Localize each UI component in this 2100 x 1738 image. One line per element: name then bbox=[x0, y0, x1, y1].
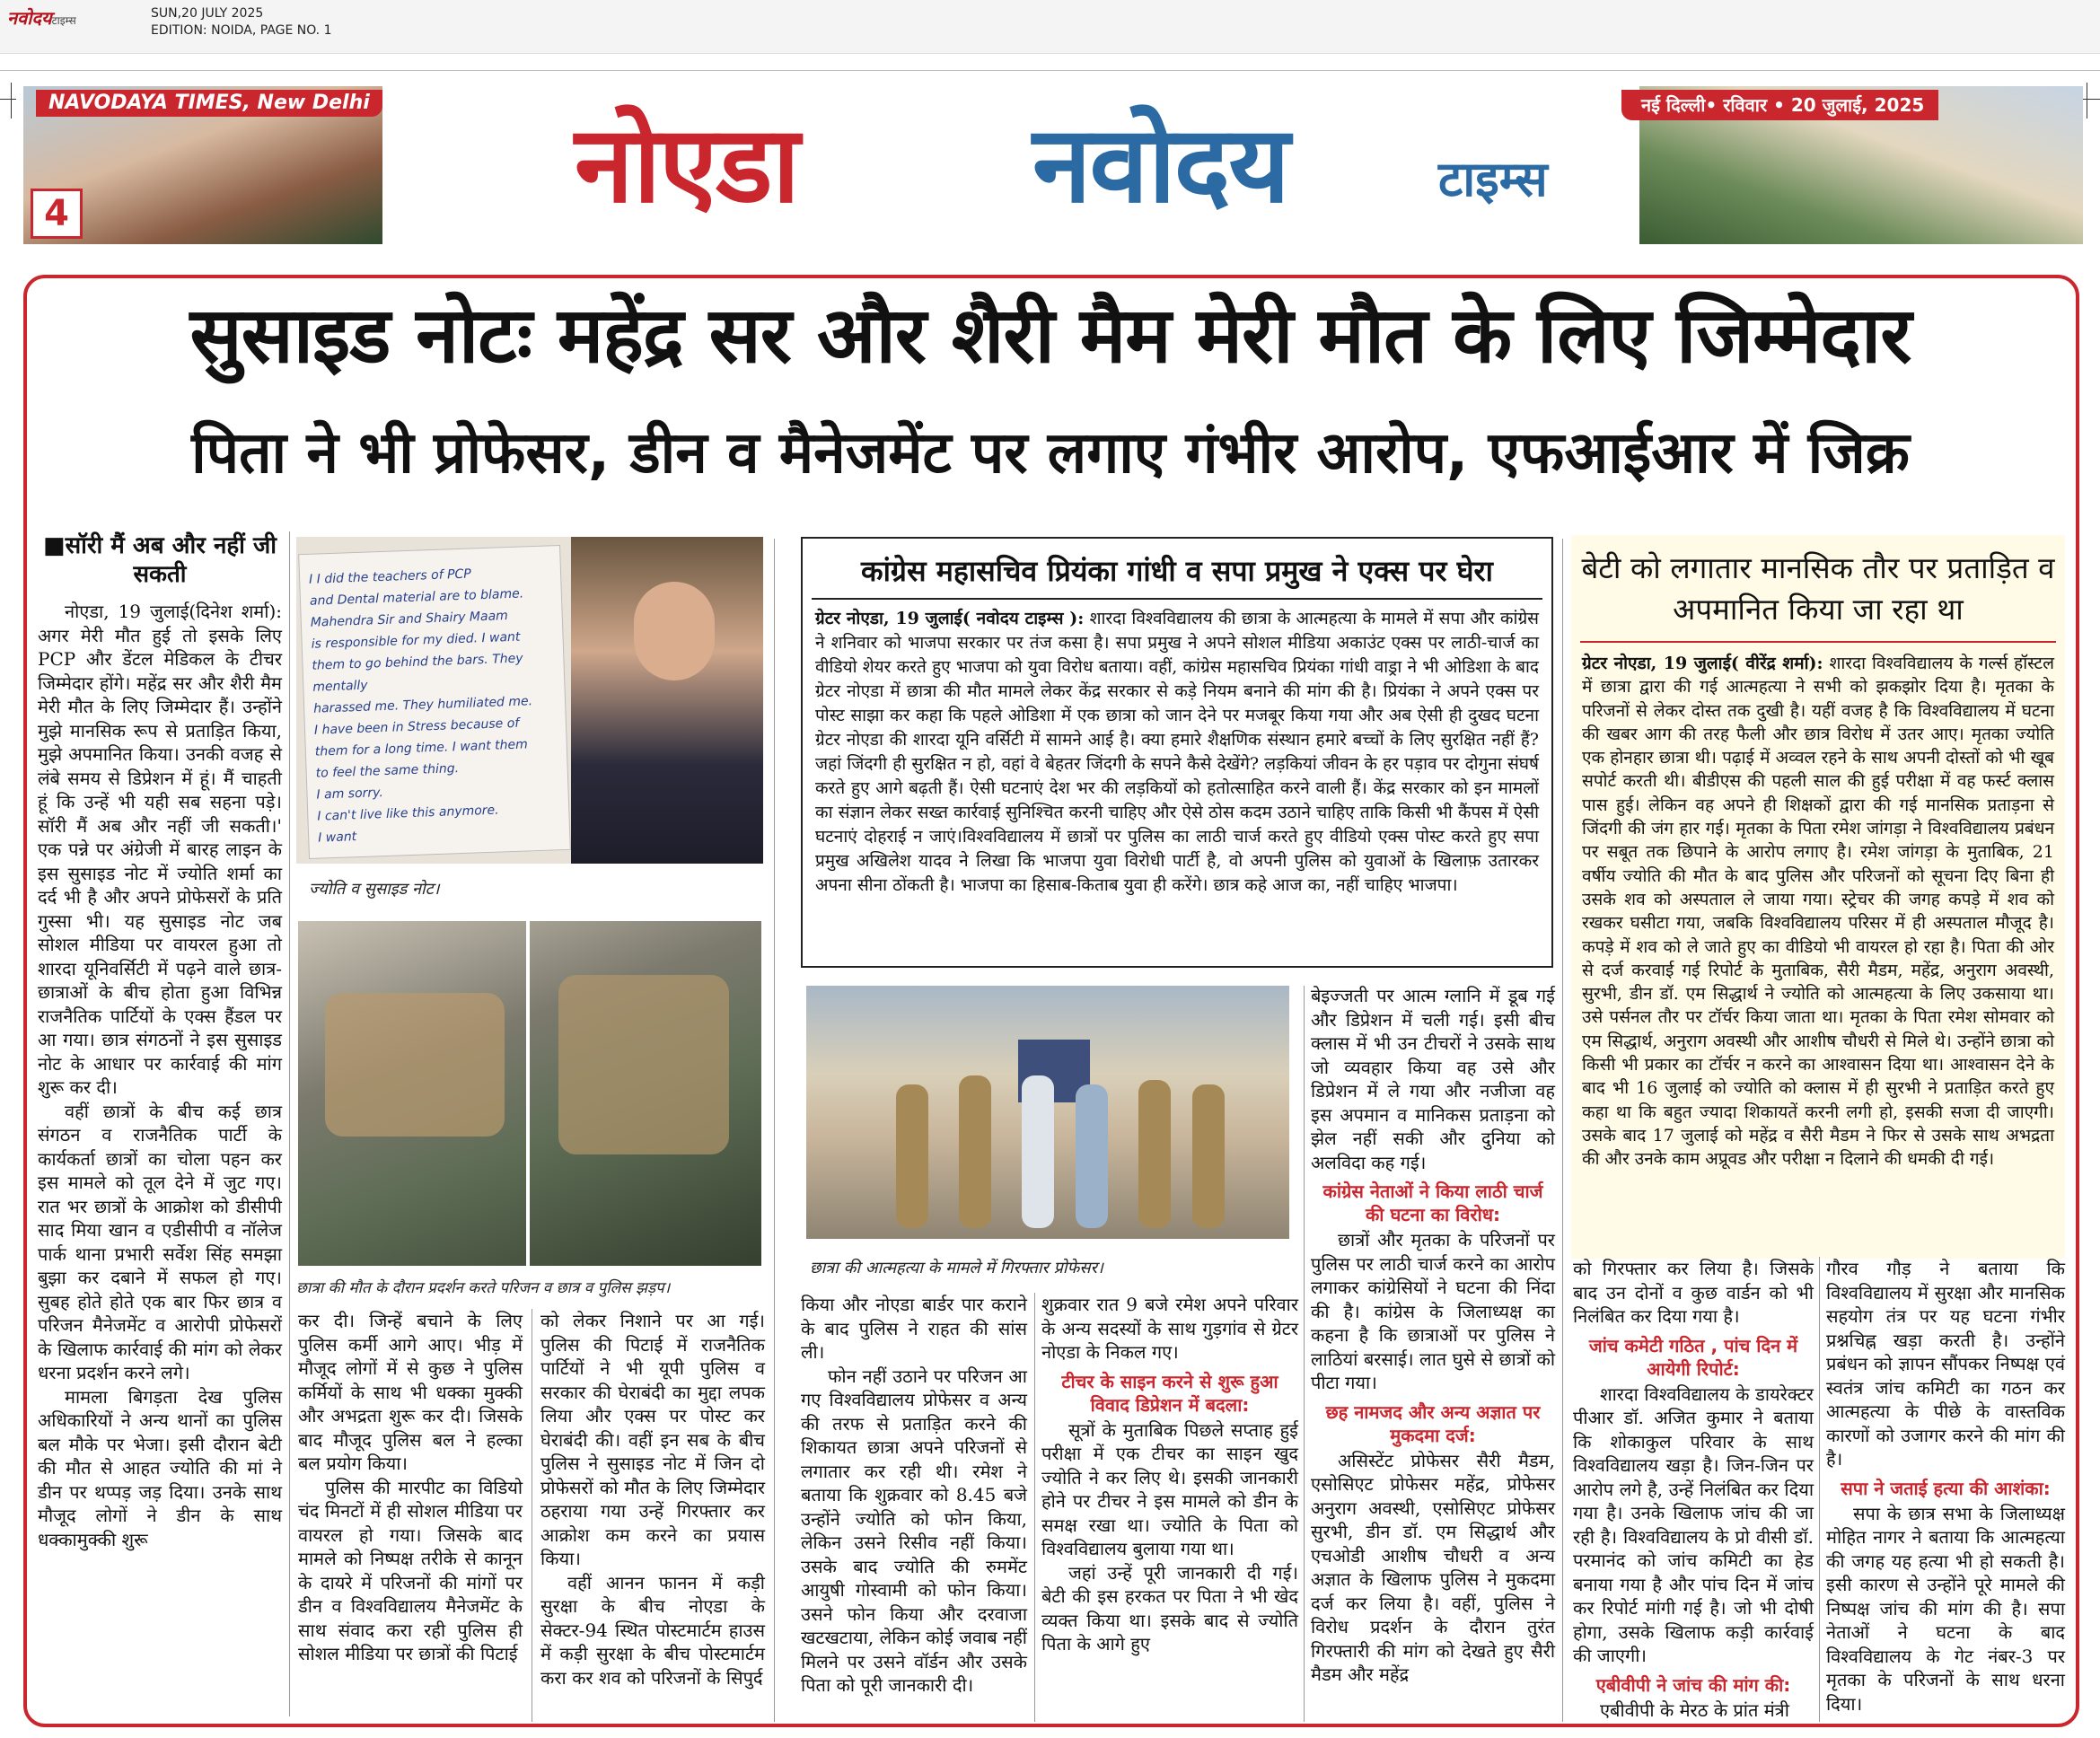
person-shape bbox=[896, 1084, 928, 1228]
crop-mark bbox=[11, 83, 12, 118]
column-divider bbox=[289, 531, 290, 1716]
column-mid-6-paragraph: को गिरफ्तार कर लिया है। जिसके बाद उन दोनों व कुछ वार्डन को भी निलंबित कर दिया गया है। bbox=[1573, 1258, 1814, 1327]
column-mid-3 bbox=[801, 1293, 1027, 1698]
sub-headline: पिता ने भी प्रोफेसर, डीन व मैनेजमेंट पर लगाए गंभीर आरोप, एफआईआर में जिक्र bbox=[191, 420, 1910, 487]
edition-info bbox=[151, 5, 331, 40]
page-number-badge: 4 bbox=[31, 189, 83, 239]
person-shape bbox=[1138, 1080, 1171, 1228]
face-shape bbox=[634, 582, 715, 680]
masthead-title-times: टाइम्स bbox=[1438, 151, 1548, 207]
column-mid-4-subhead: टीचर के साइन करने से शुरू हुआ विवाद डिप्रेशन में बदला: bbox=[1061, 1370, 1278, 1416]
protest-caption: छात्रा की मौत के दौरान प्रदर्शन करते परिजन व छात्र व पुलिस झड़प। bbox=[296, 1279, 671, 1297]
column-mid-5-subhead: छह नामजद और अन्य अज्ञात पर मुकदमा दर्ज: bbox=[1325, 1400, 1541, 1446]
column-mid-6 bbox=[1573, 1257, 1814, 1722]
column-1-kicker: ■सॉरी मैं अब और नहीं जी सकती bbox=[43, 532, 277, 588]
column-right-bottom-subhead: सपा ने जताई हत्या की आशंका: bbox=[1841, 1477, 2051, 1499]
column-mid-6-subhead: एबीवीपी ने जांच की मांग की: bbox=[1595, 1673, 1791, 1696]
column-1 bbox=[38, 531, 282, 1551]
note-line: I can't live like this anymore. bbox=[317, 803, 499, 824]
column-mid-6-paragraph: एबीवीपी के मेरठ के प्रांत मंत्री bbox=[1600, 1698, 1789, 1721]
congress-box-body bbox=[803, 607, 1551, 898]
column-right-bottom bbox=[1826, 1257, 2065, 1716]
arrest-photo bbox=[806, 986, 1289, 1239]
congress-box bbox=[801, 537, 1553, 968]
note-line: I am sorry. bbox=[316, 786, 384, 803]
crowd-shape bbox=[325, 993, 505, 1137]
note-paper bbox=[298, 545, 571, 859]
congress-box-text: शारदा विश्वविद्यालय की छात्रा के आत्महत्या के मामले में सपा और कांग्रेस ने शनिवार को भाजपा सरकार पर तंज कसा है। सपा प्रमुख ने अपने सोशल मीडिया अकाउंट एक्स पर लाठी-चार्ज का वीडियो शेयर करते हुए भाजपा को युवा विरोध बताया। वहीं, कांग्रेस महासचिव प्रियंका गांधी वाड्रा ने भी ओडिशा के बाद ग्रेटर नोएडा में छात्रा की मौत मामले लेकर केंद्र सरकार से कड़े नियम बनाने की मांग की है। प्रियंका ने अपने एक्स पर पोस्ट साझा कर कहा कि पहले ओडिशा में एक छात्रा को जान देने पर मजबूर किया गया और अब ऐसी ही दुखद घटना ग्रेटर नोएडा की शारदा यूनि वर्सिटी में सामने आई है। क्या हमारे शैक्षणिक संस्थान हमारे बच्चों के लिए सुरक्षित नहीं हैं? जहां जिंदगी ही सुरक्षित न हो, वहां वे बेहतर जिंदगी के सपने कैसे देखेंगे? लड़कियां जीवन के हर पड़ाव पर दोगुना संघर्ष करते हुए आगे बढ़ती हैं। ऐसी घटनाएं देश भर की लड़कियों को हतोत्साहित करने वाली हैं। केंद्र सरकार को इन मामलों का संज्ञान लेकर सख्त कार्रवाई सुनिश्चित करनी चाहिए और ऐसे ठोस कदम उठाने चाहिए ताकि किसी भी कैंपस में ऐसी घटनाएं दोहराई न जाएं।विश्वविद्यालय में छात्रों पर पुलिस का लाठी चार्ज करते हुए वीडियो एक्स पोस्ट करते हुए सपा प्रमुख अखिलेश यादव ने लिखा कि भाजपा युवा विरोधी पार्टी है, वो अपनी पुलिस को युवाओं के खिलाफ़ उतारकर अपना सीना ठोंकती है। भाजपा का हिसाब-किताब युवा ही करेंगे। छात्र कहे आज का, नहीं चाहिए भाजपा। bbox=[815, 609, 1540, 895]
masthead-title-navoday: नवोदय bbox=[1032, 102, 1288, 226]
column-right-bottom-paragraph: गौरव गौड़ ने बताया कि विश्वविद्यालय में सुरक्षा और मानसिक सहयोग तंत्र पर यह घटना गंभीर प्रश्नचिह्न खड़ा करती है। उन्होंने प्रबंधन को ज्ञापन सौंपकर निष्पक्ष एवं स्वतंत्र जांच कमिटी का गठन कर आत्महत्या के पीछे के वास्तविक कारणों को उजागर करने की मांग की है। bbox=[1826, 1258, 2065, 1470]
note-line: to feel the same thing. bbox=[315, 761, 460, 781]
column-mid-2 bbox=[540, 1309, 765, 1690]
congress-box-dateline: ग्रेटर नोएडा, 19 जुलाई( नवोदय टाइम्स ): bbox=[815, 609, 1085, 628]
column-mid-5-paragraph: बेइज्जती पर आत्म ग्लानि में डूब गई और डिप्रेशन में चली गई। इसी बीच क्लास में भी उन टीचरों ने उसके साथ जो व्यवहार किया वह उसे और डिप्रेशन में ले गया और नजीजा वह इस अपमान व मानिकस प्रताड़ना को झेल नहीं सकी और दुनिया को अलविदा कह गई। bbox=[1311, 985, 1555, 1173]
student-photo bbox=[571, 537, 763, 864]
note-line: I have been in Stress because of bbox=[313, 715, 520, 738]
suicide-note-caption: ज्योति व सुसाइड नोट। bbox=[309, 880, 440, 899]
note-line: I I did the teachers of PCP bbox=[308, 566, 472, 587]
column-1-paragraph: वहीं छात्रों के बीच कई छात्र संगठन व राजनैतिक पार्टी के कार्यकर्ता छात्रों का चोला पहन कर इस मामले को तूल देने में जुट गए। रात भर छात्रों के आक्रोश को डीसीपी साद मिया खान व एडीसीपी व नॉलेज पार्क थाना प्रभारी सर्वेश सिंह समझा बुझा कर दबाने में सफल हो गए। सुबह होते होते एक बार फिर छात्र व परिजन मैनेजमेंट व आरोपी प्रोफेसरों के खिलाफ कार्रवाई की मांग को लेकर धरना प्रदर्शन करने लगे। bbox=[38, 1100, 282, 1383]
note-line: them for a long time. I want them bbox=[314, 737, 529, 759]
column-mid-6-subhead: जांच कमेटी गठित , पांच दिन में आयेगी रिपोर्ट: bbox=[1588, 1334, 1798, 1380]
date-line: SUN,20 JULY 2025 bbox=[151, 6, 264, 21]
crowd-shape bbox=[558, 975, 729, 1154]
column-1-paragraph: मामला बिगड़ता देख पुलिस अधिकारियों ने अन्य थानों का पुलिस बल मौके पर भेजा। इसी दौरान बेटी की मौत से आहत ज्योति की मां ने डीन पर थप्पड़ जड़ दिया। उनके साथ मौजूद लोगों ने डीन के साथ धक्कामुक्की शुरू bbox=[38, 1385, 282, 1550]
masthead-brand-strip: NAVODAYA TIMES, New Delhi bbox=[36, 90, 382, 117]
person-shape bbox=[1076, 1084, 1108, 1228]
column-mid-4-paragraph: शुक्रवार रात 9 बजे रमेश अपने परिवार के अन्य सदस्यों के साथ गुड़गांव से ग्रेटर नोएडा के निकल गए। bbox=[1041, 1294, 1298, 1363]
column-divider bbox=[1819, 1257, 1820, 1722]
arrest-caption: छात्रा की आत्महत्या के मामले में गिरफ्तार प्रोफेसर। bbox=[810, 1259, 1103, 1277]
right-story-dateline: ग्रेटर नोएडा, 19 जुलाई( वीरेंद्र शर्मा): bbox=[1582, 654, 1823, 673]
column-right-bottom-paragraph: सपा के छात्र सभा के जिलाध्यक्ष मोहित नागर ने बताया कि आत्महत्या की जगह यह हत्या भी हो सकती है। इसी कारण से उन्होंने पूरे मामले की निष्पक्ष जांच की मांग की है। सपा नेताओं ने घटना के बाद विश्वविद्यालय के गेट नंबर-3 पर मृतका के परिजनों के साथ धरना दिया। bbox=[1826, 1502, 2065, 1715]
edition-line: EDITION: NOIDA, PAGE NO. 1 bbox=[151, 23, 332, 38]
column-mid-2-paragraph: को लेकर निशाने पर आ गई। पुलिस की पिटाई में राजनैतिक पार्टियों ने भी यूपी पुलिस व सरकार की घेराबंदी का मुद्दा लपक लिया और एक्स पर पोस्ट कर घेराबंदी की। वहीं इन सब के बीच पुलिस ने सुसाइड नोट में जिन दो प्रोफेसरों को मौत के लिए जिम्मेदार ठहराया गया उन्हें गिरफ्तार कर आक्रोश कम करने का प्रयास किया। bbox=[540, 1310, 765, 1569]
column-mid-4 bbox=[1041, 1293, 1298, 1656]
column-mid-3-paragraph: किया और नोएडा बार्डर पार कराने के बाद पुलिस ने राहत की सांस ली। bbox=[801, 1294, 1027, 1363]
main-headline: सुसाइड नोटः महेंद्र सर और शैरी मैम मेरी मौत के लिए जिम्मेदार bbox=[189, 291, 1911, 381]
note-line: Mahendra Sir and Shairy Maam bbox=[310, 609, 509, 630]
column-mid-5-paragraph: असिस्टेंट प्रोफेसर सैरी मैडम, एसोसिएट प्रोफेसर महेंद्र, प्रोफेसर अनुराग अवस्थी, एसोसिएट प्रोफेसर सुरभी, डीन डॉ. एम सिद्धार्थ और एचओडी आशीष चौधरी व अन्य अज्ञात के खिलाफ पुलिस ने मुकदमा दर्ज कर लिया है। वहीं, पुलिस ने विरोध प्रदर्शन के दौरान तुरंत गिरफ्तारी की मांग को देखते हुए सैरी मैडम और महेंद्र bbox=[1311, 1449, 1555, 1685]
note-line: and Dental material are to blame. bbox=[309, 586, 524, 609]
suicide-note-photo bbox=[296, 537, 763, 864]
person-shape bbox=[1022, 1075, 1054, 1228]
column-mid-2-paragraph: वहीं आनन फानन में कड़ी सुरक्षा के बीच नोएडा के सेक्टर-94 स्थित पोस्टमार्टम हाउस में कड़ी सुरक्षा के बीच पोस्टमार्टम करा कर शव को परिजनों के सिपुर्द bbox=[540, 1571, 765, 1689]
column-mid-6-paragraph: शारदा विश्वविद्यालय के डायरेक्टर पीआर डॉ. अजित कुमार ने बताया कि शोकाकुल परिवार के साथ विश्वविद्यालय खड़ा है। जिन-जिन पर आरोप लगे है, उन्हें निलंबित कर दिया गया है। उनके खिलाफ जांच की जा रही है। विश्वविद्यालय के प्रो वीसी डॉ. परमानंद को जांच कमिटी का हेड बनाया गया है और पांच दिन में जांच कर रिपोर्ट मांगी गई है। जो भी दोषी होगा, उसके खिलाफ कड़ी कार्रवाई की जाएगी। bbox=[1573, 1382, 1814, 1666]
person-shape bbox=[1192, 1084, 1225, 1228]
epaper-logo-sub: टाइम्स bbox=[51, 14, 76, 27]
right-story-text: शारदा विश्वविद्यालय के गर्ल्स हॉस्टल में छात्रा द्वारा की गई आत्महत्या ने सभी को झकझोर दिया है। मृतका के परिजनों से लेकर दोस्त तक दुखी है। यहीं वजह है कि विश्वविद्यालय में घटना की खबर आग की तरह फैली और छात्र विरोध में उतर आए। मृतका ज्योति एक होनहार छात्रा थी। पढ़ाई में अव्वल रहने के साथ अपनी दोस्तों को भी खूब सपोर्ट करती थी। बीडीएस की पहली साल की हुई परीक्षा में वह फर्स्ट क्लास पास हुई। लेकिन वह अपने ही शिक्षकों द्वारा की गई मानसिक प्रताड़ना से जिंदगी की जंग हार गई। मृतका के पिता रमेश जांगड़ा ने विश्वविद्यालय प्रबंधन पर सबूत तक छिपाने के आरोप लगाए है। रमेश जांगड़ा के मुताबिक, 21 वर्षीय ज्योति की मौत के बाद पुलिस और परिजनों को सूचना दिए बिना ही उसके शव को अस्पताल ले जाया गया। स्ट्रेचर की जगह कपड़े में शव को रखकर घसीटा गया, जबकि विश्वविद्यालय परिसर में ही अस्पताल मौजूद है। कपड़े में शव को ले जाते हुए का वीडियो भी वायरल हो रहा है। पिता की ओर से दर्ज करवाई गई रिपोर्ट के मुताबिक, सैरी मैडम, महेंद्र, अनुराग अवस्थी, सुरभी, डीन डॉ. एम सिद्धार्थ ने ज्योति को आत्महत्या के लिए उकसाया था। उसे पर्सनल तौर पर टॉर्चर किया जाता था। मृतका के पिता रमेश सोमवार को एम सिद्धार्थ, अनुराग अवस्थी और आशीष चौधरी से मिले थे। उन्होंने छात्रा को किसी भी प्रकार का टॉर्चर न करने का आश्वासन दिया था। आश्वासन देने के बाद भी 16 जुलाई को ज्योति को क्लास में ही सुरभी ने प्रताड़ित करते हुए कहा था कि बहुत ज्यादा शिकायतें करनी लगी हो, इसकी सजा दी जाएगी। उसके बाद 17 जुलाई को महेंद्र व सैरी मैडम ने फिर से उसके साथ अभद्रता की और उनके काम अप्रूवड और परीक्षा न दिलाने की धमकी दी गई। bbox=[1582, 654, 2054, 1170]
note-line: I want bbox=[317, 830, 357, 846]
epaper-logo[interactable]: नवोदयटाइम्स bbox=[7, 7, 76, 29]
column-1-paragraph: नोएडा, 19 जुलाई(दिनेश शर्मा): अगर मेरी मौत हुई तो इसके लिए PCP और डेंटल मेडिकल के टीचर जिम्मेदार होंगे। महेंद्र सर और शैरी मैम मेरी मौत के लिए जिम्मेदार हैं। उन्होंने मुझे मानसिक रूप से प्रताड़ित किया, मुझे अपमानित किया। उनकी वजह से लंबे समय से डिप्रेशन में हूं। मैं चाहती हूं कि उन्हें भी यही सब सहना पड़े। सॉरी मैं अब और नहीं जी सकती।' एक पन्ने पर अंग्रेजी में बारह लाइन के इस सुसाइड नोट में ज्योति शर्मा का दर्द भी है और अपने प्रोफेसरों के प्रति गुस्सा भी। यह सुसाइड नोट जब सोशल मीडिया पर वायरल हुआ तो शारदा यूनिवर्सिटी में पढ़ने वाले छात्र-छात्राओं के बीच होता हुआ विभिन्न राजनैतिक पार्टियों के एक्स हैंडल पर आ गया। छात्र संगठनों ने इस सुसाइड नोट के आधार पर कार्रवाई की मांग शुरू कर दी। bbox=[38, 601, 282, 1098]
congress-box-rule bbox=[812, 598, 1542, 600]
column-mid-3-paragraph: फोन नहीं उठाने पर परिजन आ गए विश्वविद्यालय प्रोफेसर व अन्य की तरफ से प्रताड़ित करने की शिकायत छात्रा अपने परिजनों से लगातार कर रही थी। रमेश ने बताया कि शुक्रवार को 8.45 बजे उन्होंने ज्योति को फोन किया, लेकिन उसने रिसीव नहीं किया। उसके बाद ज्योति की रुममेंट आयुषी गोस्वामी को फोन किया। उसने फोन किया और दरवाजा खटखटाया, लेकिन कोई जवाब नहीं मिलने पर उसने वॉर्डन और उसके पिता को पूरी जानकारी दी। bbox=[801, 1365, 1027, 1696]
right-story-box bbox=[1571, 535, 2065, 1259]
crop-line bbox=[0, 70, 2100, 71]
masthead-title-noida: नोएडा bbox=[575, 102, 798, 226]
column-mid-1-paragraph: कर दी। जिन्हें बचाने के लिए पुलिस कर्मी आगे आए। भीड़ में मौजूद लोगों में से कुछ ने पुलिस कर्मियों के साथ भी धक्का मुक्की और अभद्रता शुरू कर दी। जिसके बाद मौजूद पुलिस बल ने हल्का बल प्रयोग किया। bbox=[298, 1310, 523, 1474]
column-mid-5 bbox=[1311, 984, 1555, 1687]
column-mid-4-paragraph: जहां उन्हें पूरी जानकारी दी गई। बेटी की इस हरकत पर पिता ने भी खेद व्यक्त किया था। इसके बाद से ज्योति पिता के आगे हुए bbox=[1041, 1561, 1298, 1655]
person-shape bbox=[959, 1075, 991, 1228]
column-mid-1-paragraph: पुलिस की मारपीट का विडियो चंद मिनटों में ही सोशल मीडिया पर वायरल हो गया। जिसके बाद मामले को निष्पक्ष तरीके से कानून के दायरे में परिजनों की मांगों पर डीन व विश्वविद्यालय मैनेजमेंट के साथ संवाद करा रही पुलिस ही सोशल मीडिया पर छात्रों की पिटाई bbox=[298, 1476, 523, 1664]
note-line: them to go behind the bars. They mentally bbox=[312, 651, 523, 695]
column-mid-5-paragraph: छात्रों और मृतका के परिजनों पर पुलिस पर लाठी चार्ज करने का आरोप लगाकर कांग्रेसियों ने घटना की निंदा की है। कांग्रेस के जिलाध्यक्ष का कहना है कि छात्राओं पर पुलिस ने लाठियां बरसाई। लात घुसे से छात्रों को पीटा गया। bbox=[1311, 1229, 1555, 1393]
column-mid-1 bbox=[298, 1309, 523, 1666]
column-mid-5-subhead: कांग्रेस नेताओं ने किया लाठी चार्ज की घटना का विरोध: bbox=[1322, 1181, 1543, 1225]
right-story-heading: बेटी को लगातार मानसिक तौर पर प्रताड़ित व अपमानित किया जा रहा था bbox=[1581, 550, 2055, 627]
column-divider bbox=[1034, 1293, 1035, 1722]
photo-divider bbox=[526, 921, 530, 1266]
column-divider bbox=[774, 539, 775, 1722]
protest-photo bbox=[298, 921, 761, 1266]
note-line: is responsible for my died. I want bbox=[311, 629, 521, 652]
congress-box-heading: कांग्रेस महासचिव प्रियंका गांधी व सपा प्रमुख ने एक्स पर घेरा bbox=[861, 554, 1493, 588]
column-mid-4-paragraph: सूत्रों के मुताबिक पिछले सप्ताह हुई परीक्षा में एक टीचर का साइन खुद ज्योति ने कर लिए थे। इसकी जानकारी होने पर टीचर ने इस मामले को डीन के समक्ष रखा था। ज्योति के पिता को विश्वविद्यालय बुलाया गया था। bbox=[1041, 1418, 1298, 1559]
column-divider bbox=[1304, 986, 1305, 1722]
right-story-rule bbox=[1580, 641, 2056, 643]
masthead-date-strip: नई दिल्ली• रविवार • 20 जुलाई, 2025 bbox=[1621, 90, 1938, 120]
column-divider bbox=[1562, 539, 1563, 1722]
right-story-body bbox=[1571, 652, 2065, 1172]
note-line: harassed me. They humiliated me. bbox=[312, 694, 533, 716]
